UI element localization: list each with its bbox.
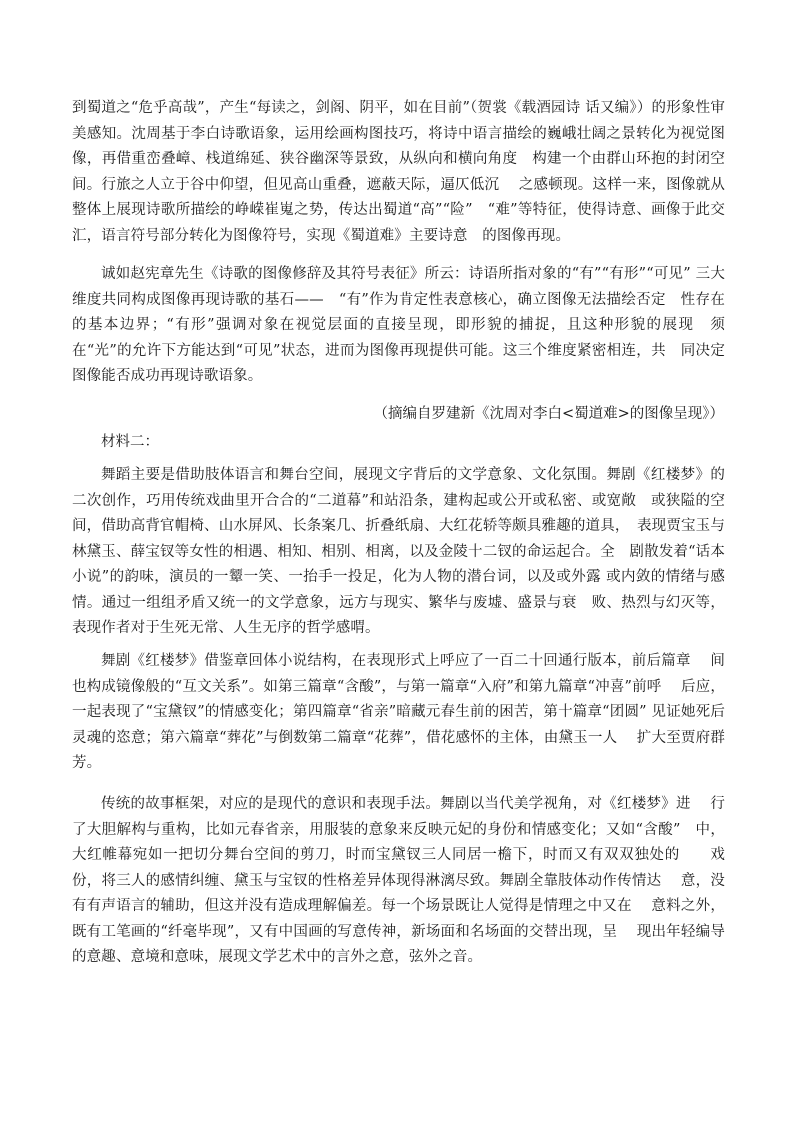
- material-two-paragraph-3: 传统的故事框架，对应的是现代的意识和表现手法。舞剧以当代美学视角，对《红楼梦》进 行了大胆解构与重构，比如元春省亲，用服装的意象来反映元妃的身份和情感变化；又如“含酸” 中，大红帷幕宛如一把切分舞台空间的剪刀，时而宝黛钗三人同居一檐下，时而又有双双独处的 戏份，将三人的感情纠缠、黛玉与宝钗的性格差异体现得淋漓尽致。舞剧全靠肢体动作传情达 意，没有有声语言的辅助，但这并没有造成理解偏差。每一个场景既让人觉得是情理之中又在 意料之外，既有工笔画的“纤毫毕现”，又有中国画的写意传神，新场面和名场面的交替出现，呈 现出年轻编导的意趣、意境和意味，展现文学艺术中的言外之意，弦外之音。: [72, 796, 725, 965]
- material-one-paragraph-2: 诚如赵宪章先生《诗歌的图像修辞及其符号表征》所云：诗语所指对象的“有”“有形”“可见” 三大维度共同构成图像再现诗歌的基石—— “有”作为肯定性表意核心，确立图像无法描绘否定 性存在的基本边界；“有形”强调对象在视觉层面的直接呈现，即形貌的捕捉，且这种形貌的展现 须在“光”的允许下方能达到“可见”状态，进而为图像再现提供可能。这三个维度紧密相连，共 同决定图像能否成功再现诗歌语象。: [72, 266, 725, 384]
- material-two-heading: 材料二：: [101, 434, 159, 450]
- material-one-source: （摘编自罗建新《沈周对李白<蜀道难>的图像呈现》）: [373, 406, 724, 422]
- material-two-paragraph-2: 舞剧《红楼梦》借鉴章回体小说结构，在表现形式上呼应了一百二十回通行版本，前后篇章 间也构成镜像般的“互文关系”。如第三篇章“含酸”，与第一篇章“入府”和第九篇章“冲喜”前呼 后应，一起表现了“宝黛钗”的情感变化；第四篇章“省亲”暗藏元春生前的困苦，第十篇章“团圆” 见证她死后灵魂的恣意；第六篇章“葬花”与倒数第二篇章“花葬”，借花感怀的主体，由黛玉一人 扩大至贾府群芳。: [72, 653, 725, 771]
- material-two-paragraph-1: 舞蹈主要是借助肢体语言和舞台空间，展现文字背后的文学意象、文化氛围。舞剧《红楼梦》的二次创作，巧用传统戏曲里开合合的“二道幕”和站沿条，建构起或公开或私密、或宽敞 或狭隘的空间，借助高背官帽椅、山水屏风、长条案几、折叠纸扇、大红花轿等颇具雅趣的道具， 表现贾宝玉与林黛玉、薛宝钗等女性的相遇、相知、相别、相离，以及金陵十二钗的命运起合。全 剧散发着“话本小说”的韵味，演员的一颦一笑、一抬手一投足，化为人物的潜台词，以及或外露 或内敛的情绪与感情。通过一组组矛盾又统一的文学意象，远方与现实、繁华与废墟、盛景与衰 败、热烈与幻灭等，表现作者对于生死无常、人生无序的哲学感喟。: [72, 467, 725, 636]
- material-one-paragraph-1: 到蜀道之“危乎高哉”，产生“每读之，剑阁、阴平，如在目前”（贺裳《载酒园诗 话又编》）的形象性审美感知。沈周基于李白诗歌语象，运用绘画构图技巧，将诗中语言描绘的巍峨壮阔之景转化为视觉图像，再借重峦叠嶂、栈道绵延、狭谷幽深等景致，从纵向和横向角度 构建一个由群山环抱的封闭空间。行旅之人立于谷中仰望，但见高山重叠，遮蔽天际，逼仄低沉 之感顿现。这样一来，图像就从整体上展现诗歌所描绘的峥嵘崔嵬之势，传达出蜀道“高”“险” “难”等特征，使得诗意、画像于此交汇，语言符号部分转化为图像符号，实现《蜀道难》主要诗意 的图像再现。: [72, 100, 725, 244]
